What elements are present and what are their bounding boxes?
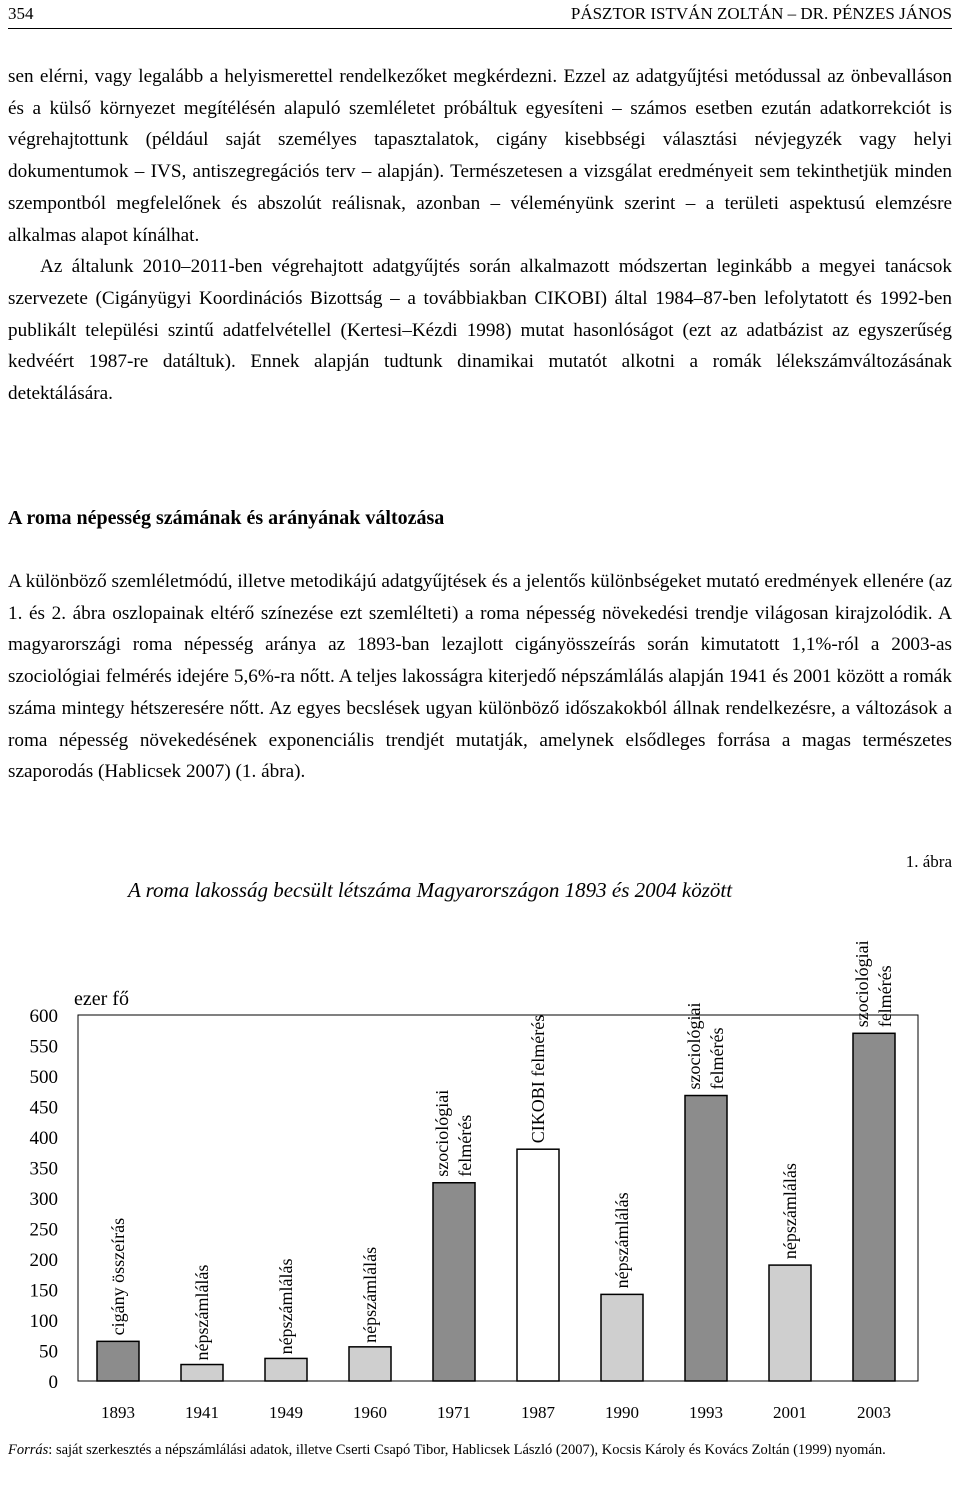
page-number: 354 (8, 4, 34, 23)
bar-label: szociológiai (432, 1089, 452, 1177)
y-tick-label: 200 (29, 1250, 58, 1271)
bar-label: felmérés (707, 1027, 727, 1090)
y-tick-label: 50 (39, 1341, 58, 1363)
x-tick-label: 1949 (269, 1403, 303, 1422)
x-tick-label: 1971 (437, 1403, 471, 1422)
bar-1949 (265, 1358, 307, 1381)
x-tick-label: 1941 (185, 1403, 219, 1422)
y-tick-label: 250 (29, 1219, 58, 1241)
figure-source (8, 1440, 952, 1461)
y-tick-label: 450 (29, 1097, 58, 1119)
bar-label: népszámlálás (360, 1246, 380, 1343)
bar-1893 (97, 1341, 139, 1381)
y-axis-label: ezer fő (74, 988, 129, 1010)
x-tick-label: 1893 (101, 1403, 135, 1422)
y-tick-label: 0 (48, 1372, 58, 1393)
bar-label: szociológiai (852, 940, 872, 1028)
paragraph: Az általunk 2010–2011-ben végrehajtott adatgyűjtés során alkalmazott módszertan leginkább a megyei tanácsok szervezete (Cigányügyi Koordinációs Bizottság – a továbbiakban CIKOBI) által 1984–87-ben lefolytatott és 1992-ben publikált települési szintű adatfelvétellel (Kertesi–Kézdi 1998) mutat hasonlóságot (ezt az adatbázist az egyszerűség kedvéért 1987-re datáltuk). Ennek alapján tudtunk dinamikai mutatót alkotni a romák lélekszámváltozásának detektálására. (8, 256, 952, 405)
running-header-authors: PÁSZTOR ISTVÁN ZOLTÁN – DR. PÉNZES JÁNOS (570, 4, 952, 23)
bar-label: felmérés (875, 965, 895, 1028)
running-header (8, 2, 952, 29)
bar-1993 (685, 1096, 727, 1381)
x-tick-label: 1960 (353, 1403, 387, 1422)
source-text: : saját szerkesztés a népszámlálási adatok, illetve Cserti Csapó Tibor, Hablicsek László (2007), Kocsis Károly és Kovács Zoltán (1999) nyomán. (48, 1442, 886, 1458)
x-tick-label: 2003 (857, 1403, 891, 1422)
bar-label: népszámlálás (780, 1163, 800, 1260)
section-text (8, 566, 952, 788)
y-tick-label: 350 (29, 1158, 58, 1180)
paragraph: sen elérni, vagy legalább a helyismerettel rendelkezőket megkérdezni. Ezzel az adatgyűjtési metódussal az önbevalláson és a külső környezet megítélésén alapuló szemléletet próbáltuk egyesíteni – számos esetben ezután adatkorrekciót is végrehajtottunk (például saját személyes tapasztalatok, cigány kisebbségi választási névjegyzék vagy helyi dokumentumok – IVS, antiszegregációs terv – alapján). Természetesen a vizsgálat eredményeit sem tekinthetjük minden szempontból megfelelőnek és abszolút reálisnak, azonban – véleményünk szerint – a területi aspektusú elemzésre alkalmas alapot kínálhat. (8, 66, 952, 246)
bar-label: népszámlálás (612, 1192, 632, 1289)
y-tick-label: 100 (29, 1311, 58, 1332)
bar-2001 (769, 1265, 811, 1381)
bar-label: cigány összeírás (108, 1217, 128, 1336)
y-tick-label: 600 (29, 1006, 58, 1027)
y-tick-label: 400 (29, 1128, 58, 1149)
bar-label: CIKOBI felmérés (528, 1014, 548, 1144)
bar-1960 (349, 1347, 391, 1381)
figure-title: A roma lakosság becsült létszáma Magyarországon 1893 és 2004 között (127, 878, 733, 902)
x-tick-label: 1987 (521, 1403, 555, 1422)
y-tick-label: 150 (29, 1280, 58, 1302)
bar-label: népszámlálás (192, 1264, 212, 1361)
y-tick-label: 550 (29, 1036, 58, 1058)
y-tick-label: 500 (29, 1067, 58, 1088)
paragraph: A különböző szemléletmódú, illetve metodikájú adatgyűjtések és a jelentős különbségeket mutató eredmények ellenére (az 1. és 2. ábra oszlopainak eltérő színezése ezt szemlélteti) a roma népesség növekedési trendje világosan kirajzolódik. A magyarországi roma népesség aránya az 1893-ban lezajlott cigányösszeírás során kimutatott 1,1%-ról a 2003-as szociológiai felmérés idejére 5,6%-ra nőtt. A teljes lakosságra kiterjedő népszámlálás alapján 1941 és 2001 között a romák száma mintegy hétszeresére nőtt. Az egyes becslések ugyan különböző időszakokból állnak rendelkezésre, a változások a roma népesség növekedésének exponenciális trendjét mutatják, amelynek elsődleges forrása a magas természetes szaporodás (Hablicsek 2007) (1. ábra). (8, 571, 952, 783)
figure-number: 1. ábra (905, 852, 952, 871)
bar-2003 (853, 1033, 895, 1381)
x-tick-label: 2001 (773, 1403, 807, 1422)
y-tick-label: 300 (29, 1189, 58, 1210)
bar-label: szociológiai (684, 1002, 704, 1090)
source-lead: Forrás (8, 1442, 49, 1458)
bar-label: népszámlálás (276, 1258, 296, 1355)
section-heading: A roma népesség számának és arányának változása (8, 507, 445, 529)
bar-1990 (601, 1294, 643, 1381)
roma-population-bar-chart (0, 910, 960, 1435)
bar-1987 (517, 1149, 559, 1381)
bar-label: felmérés (455, 1114, 475, 1177)
bar-1941 (181, 1365, 223, 1381)
x-tick-label: 1990 (605, 1403, 639, 1422)
x-tick-label: 1993 (689, 1403, 723, 1422)
intro-text (8, 61, 952, 410)
bar-1971 (433, 1183, 475, 1381)
